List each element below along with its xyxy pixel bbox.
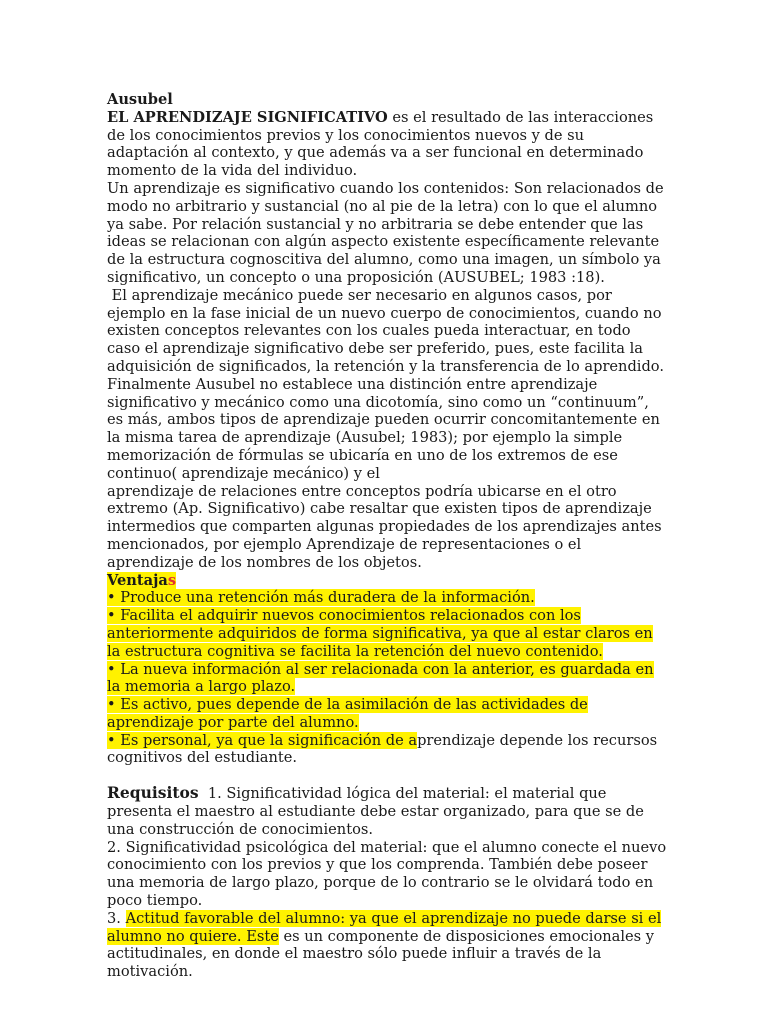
- requisitos-item-1-text: 1. Significatividad lógica del material: el material que presenta el maestro al estudiante debe estar organizado, para que se de una construcción de conocimientos.: [107, 785, 649, 838]
- ventaja-item-text: • Produce una retención más duradera de la información.: [107, 589, 535, 607]
- ventajas-heading-main: Ventaja: [107, 571, 168, 589]
- ventaja-item-text: • La nueva información al ser relacionada con la anterior, es guardada en la memoria a largo plazo.: [107, 660, 654, 696]
- section-spacer: [107, 767, 668, 784]
- ventaja-item-text: • Facilita el adquirir nuevos conocimientos relacionados con los anteriormente adquiridos de forma significativa, ya que al estar claros en la estructura cognitiva se facilita la retención del nuevo contenido.: [107, 607, 653, 660]
- paragraph-continuum: Finalmente Ausubel no establece una distinción entre aprendizaje significativo y mecánico como una dicotomía, sino como un “continuum”, es más, ambos tipos de aprendizaje pueden ocurrir concomitantemente en la misma tarea de aprendizaje (Ausubel; 1983); por ejemplo la simple memorización de fórmulas se ubicaría en uno de los extremos de ese continuo( aprendizaje mecánico) y el: [107, 375, 660, 482]
- ventaja-item-text: • Es activo, pues depende de la asimilación de las actividades de aprendizaje por parte del alumno.: [107, 696, 588, 731]
- requisitos-item-3-rest: es un componente de disposiciones emocionales y actitudinales, en donde el maestro sólo puede influir a través de la motivación.: [107, 927, 655, 981]
- ventaja-item-rest: prendizaje depende los recursos cognitivos del estudiante.: [107, 731, 658, 767]
- requisitos-heading: Requisitos: [107, 783, 199, 803]
- requisitos-item-2: 2. Significatividad psicológica del material: que el alumno conecte el nuevo conocimiento con los previos y que los comprenda. También debe poseer una memoria de largo plazo, porque de lo contrario se le olvidará todo en poco tiempo.: [107, 838, 667, 910]
- requisitos-item-3-highlighted: Actitud favorable del alumno: ya que el aprendizaje no puede darse si el alumno no quiere. Este: [107, 909, 662, 945]
- paragraph-mechanical-learning: El aprendizaje mecánico puede ser necesario en algunos casos, por ejemplo en la fase inicial de un nuevo cuerpo de conocimientos, cuando no existen conceptos relevantes con los cuales pueda interactuar, en todo caso el aprendizaje significativo debe ser preferido, pues, este facilita la adquisición de significados, la retención y la transferencia de lo aprendido.: [107, 286, 667, 375]
- requisitos-item-3-number: 3.: [107, 909, 126, 927]
- intro-text: es el resultado de las interacciones de los conocimientos previos y los conocimientos nuevos y de su adaptación al contexto, y que además va a ser funcional en determinado momento de la vida del individuo.: [107, 108, 654, 180]
- ventaja-item-highlighted: • Es personal, ya que la significación de a: [107, 731, 418, 749]
- paragraph-relations: aprendizaje de relaciones entre conceptos podría ubicarse en el otro extremo (Ap. Significativo) cabe resaltar que existen tipos de aprendizaje intermedios que comparten algunas propiedades de los aprendizajes antes mencionados, por ejemplo Aprendizaje de representaciones o el aprendizaje de los nombres de los objetos.: [107, 482, 662, 571]
- requisitos-item-1: [107, 784, 668, 838]
- ventaja-item: [107, 732, 668, 768]
- ventaja-item: [107, 589, 668, 607]
- document-title: Ausubel: [107, 91, 173, 108]
- intro-paragraph: [107, 109, 668, 180]
- intro-term: EL APRENDIZAJE SIGNIFICATIVO: [107, 108, 388, 126]
- ventajas-heading-suffix: s: [167, 571, 177, 589]
- ventaja-item: [107, 661, 668, 697]
- ventajas-heading: [107, 572, 668, 590]
- paragraph-significant-learning: Un aprendizaje es significativo cuando los contenidos: Son relacionados de modo no arbitrario y sustancial (no al pie de la letra) con lo que el alumno ya sabe. Por relación sustancial y no arbitraria se debe entender que las ideas se relacionan con algún aspecto existente específicamente relevante de la estructura cognoscitiva del alumno, como una imagen, un símbolo ya significativo, un concepto o una proposición (AUSUBEL; 1983 :18).: [107, 179, 664, 286]
- ventaja-item: [107, 696, 668, 732]
- ventaja-item: [107, 607, 668, 660]
- requisitos-item-3: [107, 910, 668, 981]
